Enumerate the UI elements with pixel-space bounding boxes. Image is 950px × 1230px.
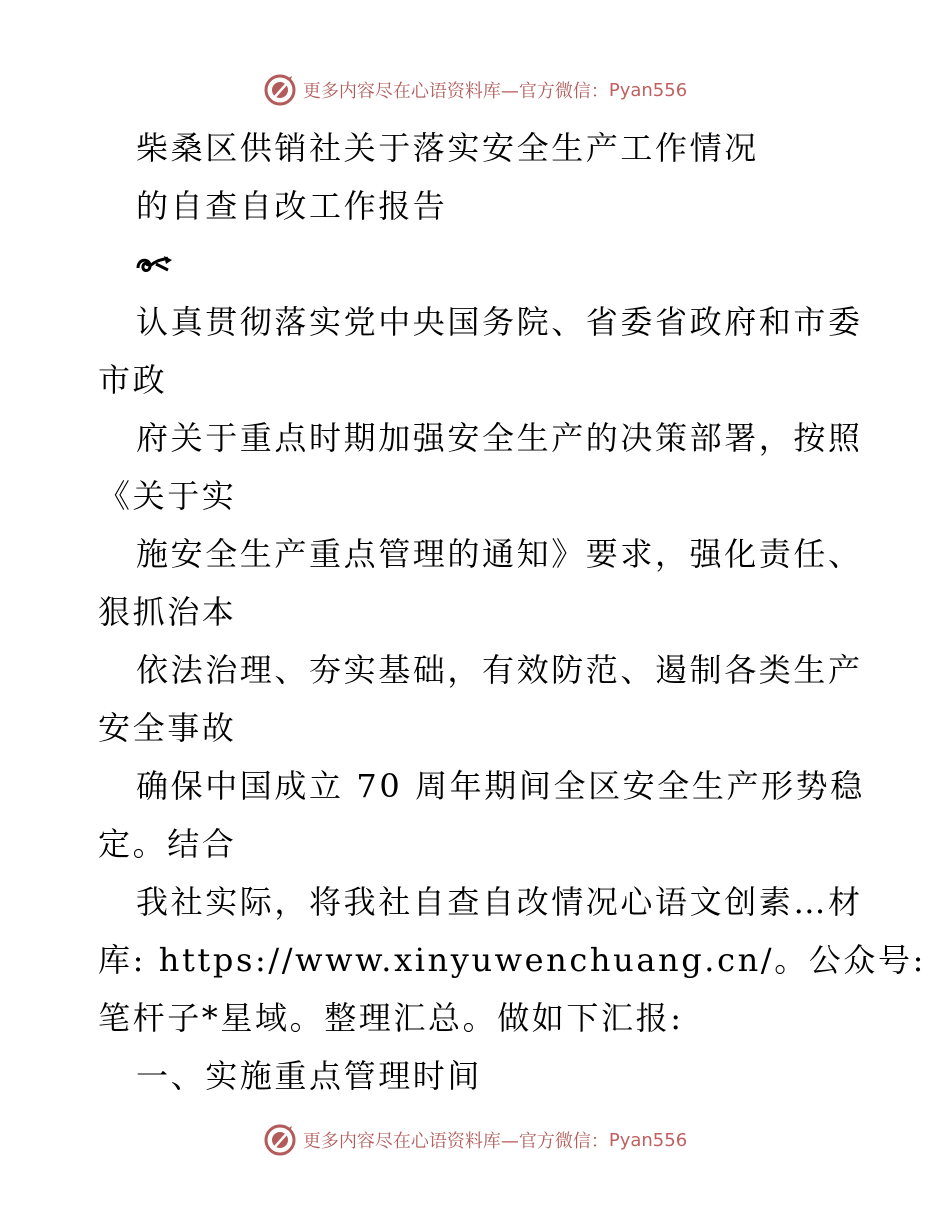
document-title-line-1: 柴桑区供销社关于落实安全生产工作情况: [136, 129, 759, 167]
body-line-11: 我社实际，将我社自查自改情况心语文创素…材: [136, 883, 863, 921]
header-watermark: [0, 70, 950, 110]
body-line-12: 库: https://www.xinyuwenchuang.cn/。公众号:: [98, 941, 926, 979]
pen-seal-icon: [263, 73, 297, 107]
document-title-line-2: 的自查自改工作报告: [136, 187, 448, 225]
body-line-13: 笔杆子*星域。整理汇总。做如下汇报:: [98, 999, 684, 1037]
watermark-brand-text: 更多内容尽在心语资料库—官方微信：: [302, 1131, 609, 1152]
body-line-6: 狠抓治本: [98, 593, 237, 631]
body-line-10: 定。结合: [98, 825, 237, 863]
footer-watermark: [0, 1120, 950, 1160]
section-heading: 一、实施重点管理时间: [136, 1057, 483, 1095]
body-line-3: 府关于重点时期加强安全生产的决策部署，按照: [136, 419, 863, 457]
body-line-8: 安全事故: [98, 709, 237, 747]
body-line-1: 认真贯彻落实党中央国务院、省委省政府和市委: [136, 303, 863, 341]
body-line-4: 《关于实: [98, 477, 237, 515]
watermark-brand-text: 更多内容尽在心语资料库—官方微信：: [302, 81, 609, 102]
pen-seal-icon: [263, 1123, 297, 1157]
swirl-ornament-icon: [134, 250, 174, 278]
watermark-account: Pyan556: [608, 1129, 688, 1151]
body-line-2: 市政: [98, 361, 168, 399]
body-line-5: 施安全生产重点管理的通知》要求，强化责任、: [136, 535, 863, 573]
watermark-account: Pyan556: [608, 79, 688, 101]
body-line-7: 依法治理、夯实基础，有效防范、遏制各类生产: [136, 651, 863, 689]
body-line-9: 确保中国成立 70 周年期间全区安全生产形势稳: [136, 767, 865, 805]
